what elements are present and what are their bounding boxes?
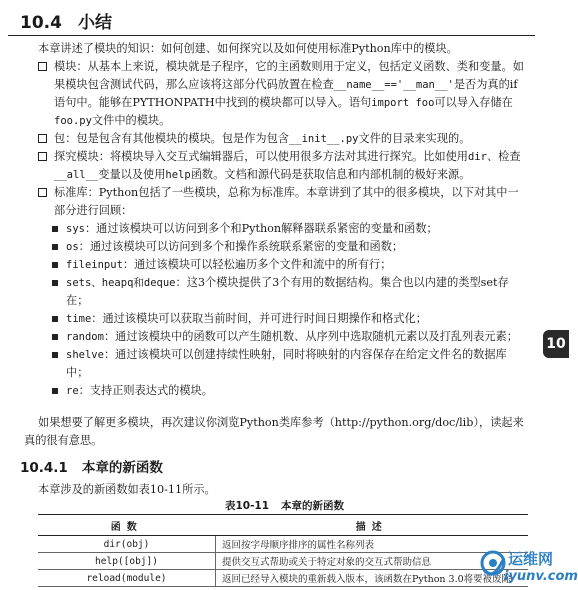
description-cell: 返回按字母顺序排序的属性名称列表 (216, 536, 529, 553)
subsection-title: 本章的新函数 (81, 460, 163, 476)
module-name: re (66, 385, 79, 397)
module-desc: ：通过该模块可以轻松遍历多个文件和流中的所有行； (122, 258, 392, 271)
functions-table (38, 514, 528, 587)
bullet-dot-icon (52, 334, 58, 340)
module-name: shelve (66, 349, 104, 361)
bullet-text: 包是包含有其他模块的模块。包是作为包含 (76, 132, 289, 145)
inline-code: __name__=='__man__' (333, 79, 454, 91)
function-cell: dir(obj) (38, 536, 216, 553)
list-item (38, 346, 524, 382)
inline-code: foo.py (54, 115, 92, 127)
bullet-term: 模块： (54, 60, 88, 73)
subsection-heading (20, 456, 163, 476)
module-desc: ：支持正则表达式的模块。 (78, 384, 213, 397)
heading-rule (8, 35, 535, 36)
list-item (38, 328, 524, 346)
table-caption (0, 498, 569, 513)
table-row (38, 553, 528, 570)
bullet-stdlib (38, 184, 524, 220)
inline-code: __all__ (54, 169, 99, 181)
inline-code: import foo (371, 97, 435, 109)
bullet-package (38, 130, 524, 148)
bullet-text: 将模块导入交互式编辑器后，可以使用很多方法对其进行探究。比如使用 (109, 150, 468, 163)
description-cell: 提供交互式帮助或关于特定对象的交互式帮助信息 (216, 553, 529, 570)
module-desc: ：通过该模块可以访问到多个和Python解释器联系紧密的变量和函数； (84, 222, 438, 235)
bullet-dot-icon (52, 316, 58, 322)
stdlib-sublist (38, 220, 524, 400)
function-cell: reload(module) (38, 570, 216, 587)
subsection-number: 10.4.1 (20, 460, 68, 476)
bullet-text: 是否为真的if语句中。能够在PYTHONPATH中找到的模块都可以导入。语句 (54, 78, 518, 109)
header-description: 描述 (216, 515, 529, 536)
bullet-text: Python包括了一些模块，总称为标准库。本章讲到了其中的很多模块，以下对其中一部分进行回顾： (54, 186, 519, 217)
bullet-term: 探究模块： (54, 150, 110, 163)
square-bullet-icon (38, 152, 47, 161)
bullet-module (38, 58, 524, 130)
description-cell: 返回已经导入模块的重新载入版本，该函数在Python 3.0将要被废除 (216, 570, 529, 587)
bullet-dot-icon (52, 244, 58, 250)
bullet-text: 变量以及使用 (98, 168, 166, 181)
square-bullet-icon (38, 62, 47, 71)
bullet-text: 文件中的模块。 (91, 114, 171, 127)
bullet-dot-icon (52, 262, 58, 268)
bullet-term: 标准库： (54, 186, 99, 199)
bullet-text: 从基本上来说，模块就是子程序，它的主函数则用于定义，包括定义函数、类和变量。如果模块包含测试代码，那么应该将这部分代码放置在检查 (54, 60, 524, 91)
watermark-text: 运维网 (508, 550, 554, 568)
list-item (38, 220, 524, 238)
module-name: sets、heapq和deque (66, 277, 176, 289)
closing-paragraph: 如果想要了解更多模块，再次建议你浏览Python类库参考（http://python.org/doc/lib），读起来真的很有意思。 (24, 416, 524, 447)
bullet-text: 可以导入存储在 (434, 96, 513, 109)
inline-code: help (165, 169, 191, 181)
watermark-logo (478, 546, 578, 588)
module-name: random (66, 331, 104, 343)
table-title: 本章的新函数 (281, 500, 345, 512)
list-item (38, 310, 524, 328)
square-bullet-icon (38, 188, 47, 197)
module-name: os (66, 241, 79, 253)
subsection-intro: 本章涉及的新函数如表10-11所示。 (38, 483, 216, 496)
bullet-dot-icon (52, 352, 58, 358)
list-item (38, 274, 524, 310)
table-number: 表10-11 (224, 500, 270, 512)
module-name: time (66, 313, 92, 325)
bullet-text: 、检查 (486, 150, 521, 163)
table-row (38, 570, 528, 587)
list-item (38, 256, 524, 274)
bullet-text: 文件的目录来实现的。 (358, 132, 471, 145)
bullet-text: 函数。文档和源代码是获取信息和内部机制的极好来源。 (190, 168, 471, 181)
bullet-term: 包： (54, 132, 77, 145)
intro-paragraph: 本章讲述了模块的知识：如何创建、如何探究以及如何使用标准Python库中的模块。 (38, 42, 458, 55)
bullet-explore (38, 148, 524, 184)
inline-code: dir (467, 151, 487, 163)
watermark-domain: iyunv.com (504, 569, 578, 584)
bullet-dot-icon (52, 388, 58, 394)
module-desc: ：通过该模块中的函数可以产生随机数、从序列中选取随机元素以及打乱列表元素； (103, 330, 518, 343)
list-item (38, 382, 524, 400)
table-row (38, 536, 528, 553)
function-cell: help([obj]) (38, 553, 216, 570)
module-desc: ：这3个模块提供了3个有用的数据结构。集合也以内建的类型set存在； (66, 276, 509, 307)
section-number: 10.4 (20, 13, 62, 33)
chapter-tab: 10 (543, 330, 569, 358)
section-heading (20, 8, 112, 33)
header-function: 函数 (38, 515, 216, 536)
summary-list (38, 58, 524, 400)
module-name: sys (66, 223, 85, 235)
module-name: fileinput (66, 259, 123, 271)
list-item (38, 238, 524, 256)
module-desc: ：通过该模块可以访问到多个和操作系统联系紧密的变量和函数； (78, 240, 404, 253)
section-title: 小结 (77, 13, 112, 33)
module-desc: ：通过该模块可以获取当前时间，并可进行时间日期操作和格式化； (91, 312, 427, 325)
bullet-dot-icon (52, 226, 58, 232)
module-desc: ：通过该模块可以创建持续性映射，同时将映射的内容保存在给定文件名的数据库中； (66, 348, 507, 379)
table-header-row (38, 515, 528, 536)
inline-code: __init__.py (288, 133, 359, 145)
bullet-dot-icon (52, 280, 58, 286)
square-bullet-icon (38, 134, 47, 143)
